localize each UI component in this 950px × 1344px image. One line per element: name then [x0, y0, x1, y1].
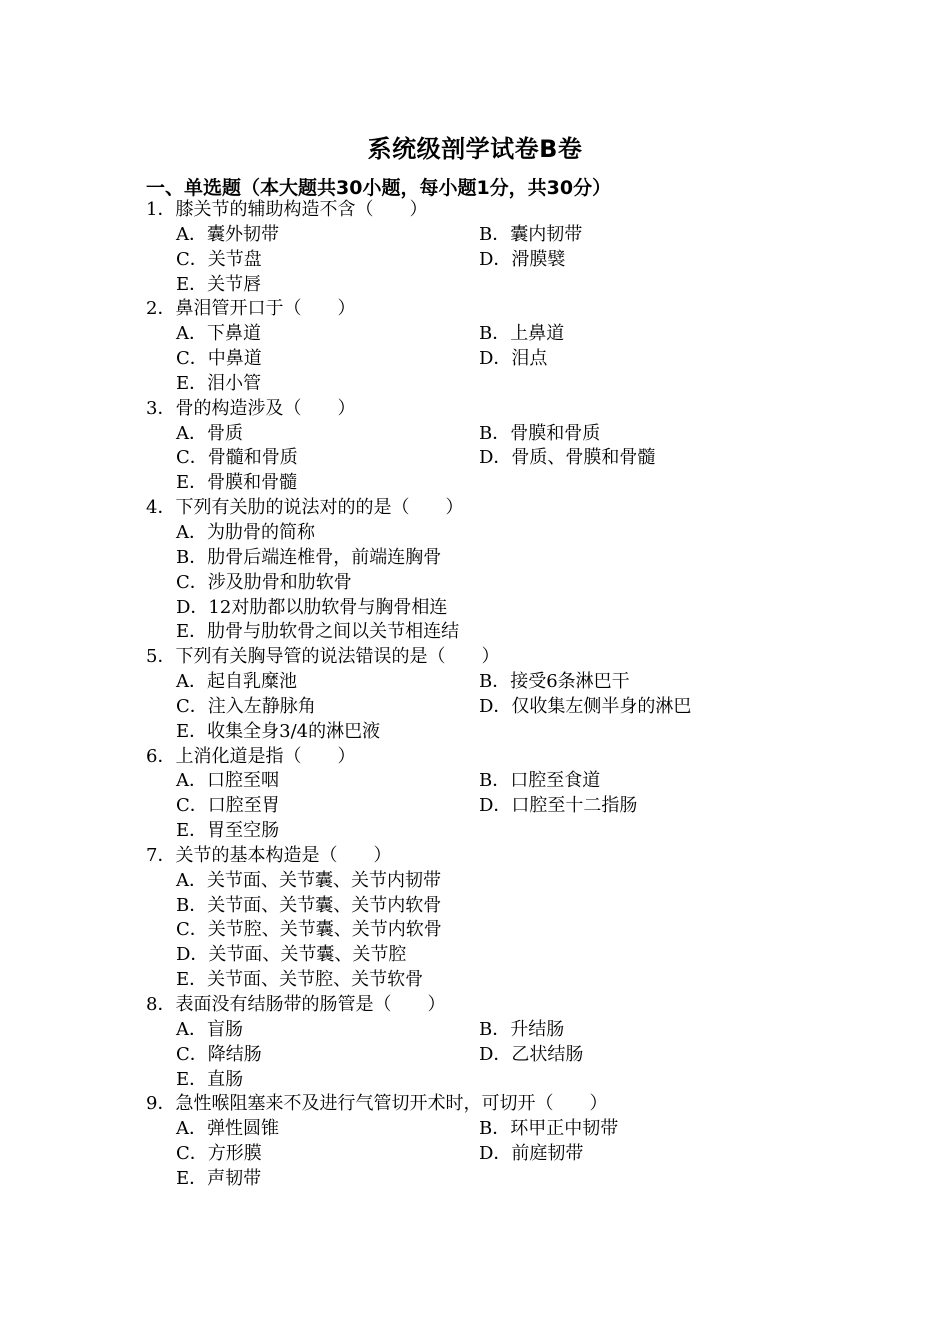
- option-c: C．涉及肋骨和肋软骨: [176, 571, 352, 593]
- question-2: [146, 297, 806, 396]
- option-row: [146, 943, 806, 968]
- option-row: [146, 695, 806, 720]
- option-row: [146, 1142, 806, 1167]
- option-a: A．下鼻道: [176, 323, 261, 345]
- document-title: 系统级剖学试卷B卷: [367, 135, 583, 163]
- question-stem: 7．关节的基本构造是（ ）: [146, 844, 392, 866]
- option-b: B．升结肠: [479, 1018, 565, 1040]
- option-row: [146, 372, 806, 397]
- option-e: E．关节唇: [176, 273, 262, 295]
- option-a: A．弹性圆锥: [176, 1118, 279, 1140]
- option-d: D．滑膜襞: [479, 248, 566, 270]
- option-row: [146, 869, 806, 894]
- option-row: [146, 546, 806, 571]
- option-row: [146, 1068, 806, 1093]
- option-c: C．关节盘: [176, 248, 262, 270]
- option-e: E．肋骨与肋软骨之间以关节相连结: [176, 621, 460, 643]
- option-row: [146, 446, 806, 471]
- option-row: [146, 1167, 806, 1192]
- option-row: [146, 819, 806, 844]
- option-b: B．骨膜和骨质: [479, 422, 601, 444]
- question-stem: 6．上消化道是指（ ）: [146, 745, 356, 767]
- option-e: E．泪小管: [176, 372, 262, 394]
- option-b: B．口腔至食道: [479, 770, 601, 792]
- option-row: [146, 1043, 806, 1068]
- option-d: D．关节面、关节囊、关节腔: [176, 944, 407, 966]
- option-a: A．盲肠: [176, 1018, 243, 1040]
- option-b: B．肋骨后端连椎骨，前端连胸骨: [176, 546, 442, 568]
- option-row: [146, 894, 806, 919]
- option-row: [146, 670, 806, 695]
- option-row: [146, 620, 806, 645]
- option-row: [146, 422, 806, 447]
- option-b: B．关节面、关节囊、关节内软骨: [176, 894, 442, 916]
- option-c: C．关节腔、关节囊、关节内软骨: [176, 919, 442, 941]
- question-1: [146, 198, 806, 297]
- option-a: A．关节面、关节囊、关节内韧带: [176, 869, 441, 891]
- option-row: [146, 223, 806, 248]
- option-row: [146, 1018, 806, 1043]
- question-4: [146, 496, 806, 645]
- section-heading: 一、单选题（本大题共30小题，每小题1分，共30分）: [146, 177, 612, 199]
- question-stem: 8．表面没有结肠带的肠管是（ ）: [146, 994, 446, 1015]
- option-row: [146, 248, 806, 273]
- option-a: A．囊外韧带: [176, 223, 279, 245]
- question-stem: 2．鼻泪管开口于（ ）: [146, 298, 356, 320]
- option-row: [146, 794, 806, 819]
- option-e: E．关节面、关节腔、关节软骨: [176, 969, 424, 991]
- option-d: D．前庭韧带: [479, 1143, 584, 1165]
- question-6: [146, 745, 806, 844]
- option-c: C．骨髓和骨质: [176, 447, 298, 469]
- option-d: D．泪点: [479, 348, 548, 370]
- option-row: [146, 1117, 806, 1142]
- question-stem: 4．下列有关肋的说法对的的是（ ）: [146, 497, 464, 519]
- option-e: E．声韧带: [176, 1167, 262, 1189]
- question-stem: 9．急性喉阻塞来不及进行气管切开术时，可切开（ ）: [146, 1093, 608, 1115]
- option-b: B．接受6条淋巴干: [479, 671, 630, 693]
- option-row: [146, 471, 806, 496]
- question-list: [146, 198, 806, 1192]
- option-row: [146, 769, 806, 794]
- option-row: [146, 347, 806, 372]
- question-8: [146, 993, 806, 1092]
- option-row: [146, 571, 806, 596]
- option-c: C．口腔至胃: [176, 795, 280, 817]
- option-row: [146, 968, 806, 993]
- option-row: [146, 918, 806, 943]
- option-a: A．起自乳糜池: [176, 671, 297, 693]
- option-a: A．口腔至咽: [176, 770, 279, 792]
- option-c: C．降结肠: [176, 1043, 262, 1065]
- option-e: E．收集全身3/4的淋巴液: [176, 720, 381, 742]
- option-c: C．方形膜: [176, 1143, 262, 1165]
- question-stem: 3．骨的构造涉及（ ）: [146, 397, 356, 419]
- option-d: D．仅收集左侧半身的淋巴: [479, 695, 692, 717]
- option-a: A．为肋骨的简称: [176, 521, 315, 543]
- question-7: [146, 844, 806, 993]
- option-row: [146, 521, 806, 546]
- question-3: [146, 397, 806, 496]
- option-a: A．骨质: [176, 422, 243, 444]
- option-b: B．上鼻道: [479, 323, 565, 345]
- question-stem: 1．膝关节的辅助构造不含（ ）: [146, 199, 428, 220]
- option-b: B．囊内韧带: [479, 223, 583, 245]
- option-c: C．注入左静脉角: [176, 695, 316, 717]
- option-e: E．直肠: [176, 1068, 244, 1090]
- option-row: [146, 596, 806, 621]
- option-d: D．乙状结肠: [479, 1043, 584, 1065]
- option-e: E．胃至空肠: [176, 820, 280, 842]
- option-b: B．环甲正中韧带: [479, 1118, 619, 1140]
- option-d: D．12对肋都以肋软骨与胸骨相连: [176, 596, 448, 618]
- option-d: D．口腔至十二指肠: [479, 795, 638, 817]
- option-row: [146, 720, 806, 745]
- option-row: [146, 322, 806, 347]
- option-c: C．中鼻道: [176, 348, 262, 370]
- option-d: D．骨质、骨膜和骨髓: [479, 447, 656, 469]
- question-stem: 5．下列有关胸导管的说法错误的是（ ）: [146, 646, 500, 668]
- question-9: [146, 1092, 806, 1191]
- option-e: E．骨膜和骨髓: [176, 472, 298, 494]
- question-5: [146, 645, 806, 744]
- option-row: [146, 273, 806, 298]
